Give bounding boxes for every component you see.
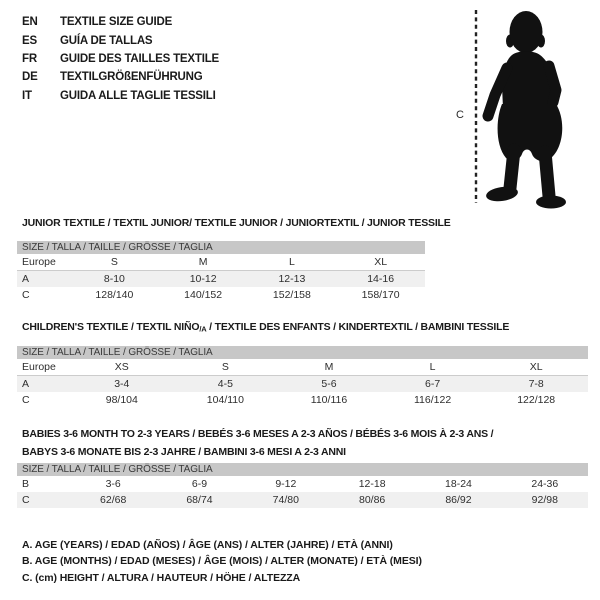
- language-row-de: [22, 68, 219, 86]
- guide-title: TEXTILGRÖßENFÜHRUNG: [60, 71, 203, 84]
- height-measure-figure: [450, 0, 580, 215]
- junior-size-table: [17, 241, 425, 303]
- size-value: 10-12: [189, 273, 217, 285]
- language-code: IT: [22, 89, 32, 102]
- size-value: 74/80: [272, 494, 299, 506]
- footnote-a: A. AGE (YEARS) / EDAD (AÑOS) / ÂGE (ANS) / ALTER (JAHRE) / ETÀ (ANNI): [22, 539, 393, 551]
- size-value: 3-4: [114, 378, 130, 390]
- size-value: 12-18: [358, 478, 386, 490]
- babies-size-table: [17, 463, 588, 508]
- size-value: L: [288, 256, 295, 268]
- guide-title: GUIDA ALLE TAGLIE TESSILI: [60, 89, 216, 102]
- height-measure-label: C: [456, 109, 464, 121]
- size-value: XL: [529, 361, 543, 373]
- size-value: 4-5: [217, 378, 233, 390]
- size-value: 6-9: [191, 478, 208, 490]
- size-value: 14-16: [367, 273, 395, 285]
- size-value: 128/140: [95, 289, 134, 301]
- children-size-table: [17, 346, 588, 408]
- size-value: 158/170: [361, 289, 400, 301]
- size-value: 6-7: [424, 378, 441, 390]
- language-code: EN: [22, 16, 38, 29]
- size-value: 62/68: [100, 494, 127, 506]
- size-value: S: [221, 361, 229, 373]
- size-value: 86/92: [445, 494, 472, 506]
- table-row: [17, 254, 425, 271]
- table-row: [17, 287, 425, 303]
- row-label: B: [22, 478, 30, 490]
- row-label: A: [22, 378, 30, 390]
- guide-title: GUIDE DES TAILLES TEXTILE: [60, 52, 219, 65]
- size-value: 8-10: [103, 273, 125, 285]
- footnotes: [22, 537, 422, 586]
- table-row: [17, 492, 588, 508]
- size-value: 68/74: [186, 494, 213, 506]
- babies-section-title: [22, 426, 493, 461]
- language-row-it: [22, 87, 219, 105]
- size-value: 24-36: [531, 478, 559, 490]
- table-row: [17, 359, 588, 376]
- row-label: C: [22, 394, 30, 406]
- children-section-title: [22, 321, 509, 336]
- size-value: XS: [114, 361, 129, 373]
- size-value: 12-13: [278, 273, 306, 285]
- children-title-subscript: /A: [199, 324, 207, 334]
- size-value: 104/110: [206, 394, 244, 406]
- size-value: XL: [374, 256, 388, 268]
- guide-title: GUÍA DE TALLAS: [60, 34, 153, 47]
- row-label: C: [22, 494, 30, 506]
- size-header-bar: SIZE / TALLA / TAILLE / GRÖSSE / TAGLIA: [17, 241, 425, 254]
- table-row: [17, 476, 588, 492]
- language-row-es: [22, 31, 219, 49]
- table-row: [17, 376, 588, 392]
- size-header-bar: SIZE / TALLA / TAILLE / GRÖSSE / TAGLIA: [17, 346, 588, 359]
- size-header-bar: SIZE / TALLA / TAILLE / GRÖSSE / TAGLIA: [17, 463, 588, 476]
- footnote-c: C. (cm) HEIGHT / ALTURA / HAUTEUR / HÖHE / ALTEZZA: [22, 571, 301, 584]
- size-value: 80/86: [359, 494, 386, 506]
- guide-title: TEXTILE SIZE GUIDE: [60, 16, 173, 29]
- table-row: [17, 392, 588, 408]
- size-value: 3-6: [105, 478, 121, 490]
- babies-title-line1: BABIES 3-6 MONTH TO 2-3 YEARS / BEBÉS 3-6 MESES A 2-3 AÑOS / BÉBÉS 3-6 MOIS À 2-3 ANS /: [22, 428, 494, 440]
- size-value: 140/152: [184, 289, 223, 301]
- size-value: 110/116: [310, 394, 348, 406]
- size-value: 9-12: [275, 478, 297, 490]
- language-code: ES: [22, 34, 37, 47]
- size-value: 122/128: [517, 394, 556, 406]
- size-value: L: [429, 361, 436, 373]
- size-value: M: [198, 256, 208, 268]
- size-value: 18-24: [445, 478, 472, 490]
- footnote-b: B. AGE (MONTHS) / EDAD (MESES) / ÂGE (MOIS) / ALTER (MONATE) / ETÀ (MESI): [22, 555, 422, 568]
- size-value: 116/122: [413, 394, 452, 406]
- row-label: Europe: [22, 256, 56, 268]
- size-value: 7-8: [528, 378, 544, 390]
- language-row-en: [22, 13, 219, 31]
- language-code: DE: [22, 71, 38, 84]
- toddler-silhouette-icon: [450, 0, 580, 215]
- children-title-text: CHILDREN'S TEXTILE / TEXTIL NIÑO: [22, 321, 200, 333]
- language-list: [22, 13, 219, 105]
- size-value: S: [110, 256, 118, 268]
- row-label: A: [22, 273, 30, 285]
- row-label: Europe: [22, 361, 56, 373]
- junior-section-title: JUNIOR TEXTILE / TEXTIL JUNIOR/ TEXTILE JUNIOR / JUNIORTEXTIL / JUNIOR TESSILE: [22, 217, 451, 229]
- size-value: 92/98: [531, 494, 558, 506]
- size-value: 5-6: [321, 378, 337, 390]
- babies-title-line2: BABYS 3-6 MONATE BIS 2-3 JAHRE / BAMBINI 3-6 MESI A 2-3 ANNI: [22, 445, 346, 458]
- size-value: 98/104: [105, 394, 138, 406]
- row-label: C: [22, 289, 30, 301]
- size-value: 152/158: [272, 289, 311, 301]
- children-title-text: / TEXTILE DES ENFANTS / KINDERTEXTIL / BAMBINI TESSILE: [206, 321, 510, 333]
- table-row: [17, 271, 425, 287]
- language-code: FR: [22, 52, 37, 65]
- language-row-fr: [22, 50, 219, 68]
- size-value: M: [324, 361, 334, 373]
